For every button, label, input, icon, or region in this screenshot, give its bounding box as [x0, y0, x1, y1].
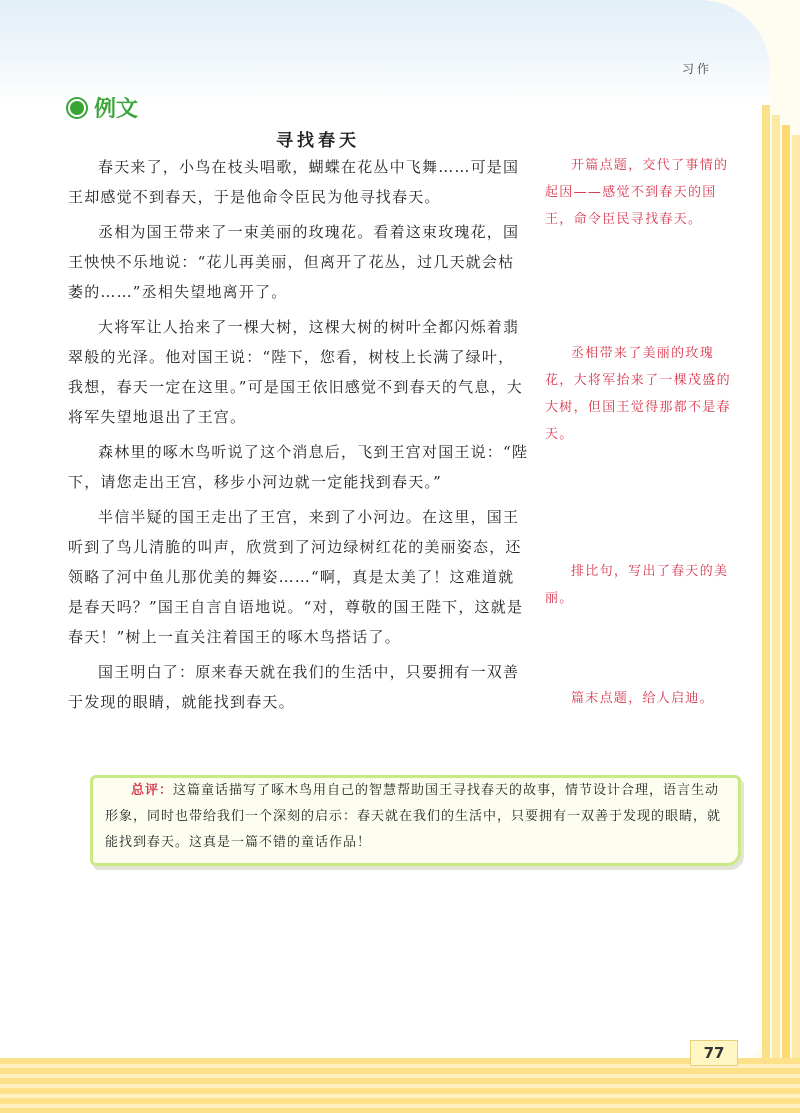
page-edge-strip: [772, 115, 780, 1113]
essay-paragraph: 大将军让人抬来了一棵大树，这棵大树的树叶全都闪烁着翡翠般的光泽。他对国王说：“陛下，您看，树枝上长满了绿叶，我想，春天一定在这里。”可是国王依旧感觉不到春天的气息，大将军失望地退出了王宫。: [68, 318, 523, 426]
essay-paragraph: 半信半疑的国王走出了王宫，来到了小河边。在这里，国王听到了鸟儿清脆的叫声，欣赏到了河边绿树红花的美丽姿态，还领略了河中鱼儿那优美的舞姿……“啊，真是太美了！这难道就是春天吗？”国王自言自语地说。“对，尊敬的国王陛下，这就是春天！”树上一直关注着国王的啄木鸟搭话了。: [68, 508, 524, 646]
running-header: 习作: [681, 62, 712, 76]
summary-text: 这篇童话描写了啄木鸟用自己的智慧帮助国王寻找春天的故事，情节设计合理，语言生动形象，同时也带给我们一个深刻的启示：春天就在我们的生活中，只要拥有一双善于发现的眼睛，就能找到春天。这真是一篇不错的童话作品！: [105, 783, 722, 850]
page-edge-strip: [792, 135, 800, 1113]
essay-paragraph: 春天来了，小鸟在枝头唱歌，蝴蝶在花丛中飞舞……可是国王却感觉不到春天，于是他命令臣民为他寻找春天。: [68, 158, 520, 206]
page-edge-strip: [782, 125, 790, 1113]
page-number: 77: [690, 1040, 738, 1066]
essay-paragraph: 丞相为国王带来了一束美丽的玫瑰花。看着这束玫瑰花，国王怏怏不乐地说：“花儿再美丽，但离开了花丛，过几天就会枯萎的……”丞相失望地离开了。: [68, 223, 520, 301]
margin-note: [545, 685, 735, 712]
margin-note: [545, 340, 735, 448]
page-edge-strip: [762, 105, 770, 1113]
essay-paragraph: 森林里的啄木鸟听说了这个消息后，飞到王宫对国王说：“陛下，请您走出王宫，移步小河边就一定能找到春天。”: [68, 443, 529, 491]
essay-body: [68, 152, 530, 722]
margin-note: [545, 152, 735, 233]
section-heading: [68, 92, 138, 123]
margin-note: [545, 558, 735, 612]
summary-label: 总评：: [131, 783, 174, 798]
essay-title: 寻找春天: [276, 131, 360, 151]
margin-note-text: 开篇点题，交代了事情的起因——感觉不到春天的国王，命令臣民寻找春天。: [545, 158, 729, 227]
bottom-page-edges: [0, 1058, 800, 1113]
section-heading-text: 例文: [94, 97, 139, 122]
margin-note-text: 排比句，写出了春天的美丽。: [545, 564, 729, 606]
summary-comment-box: [90, 775, 741, 866]
essay-paragraph: 国王明白了：原来春天就在我们的生活中，只要拥有一双善于发现的眼睛，就能找到春天。: [68, 663, 520, 711]
bullet-circle-icon: [68, 99, 86, 117]
summary-comment: [105, 778, 727, 856]
margin-note-text: 丞相带来了美丽的玫瑰花，大将军抬来了一棵茂盛的大树，但国王觉得那都不是春天。: [545, 346, 731, 442]
margin-note-text: 篇末点题，给人启迪。: [571, 691, 715, 706]
